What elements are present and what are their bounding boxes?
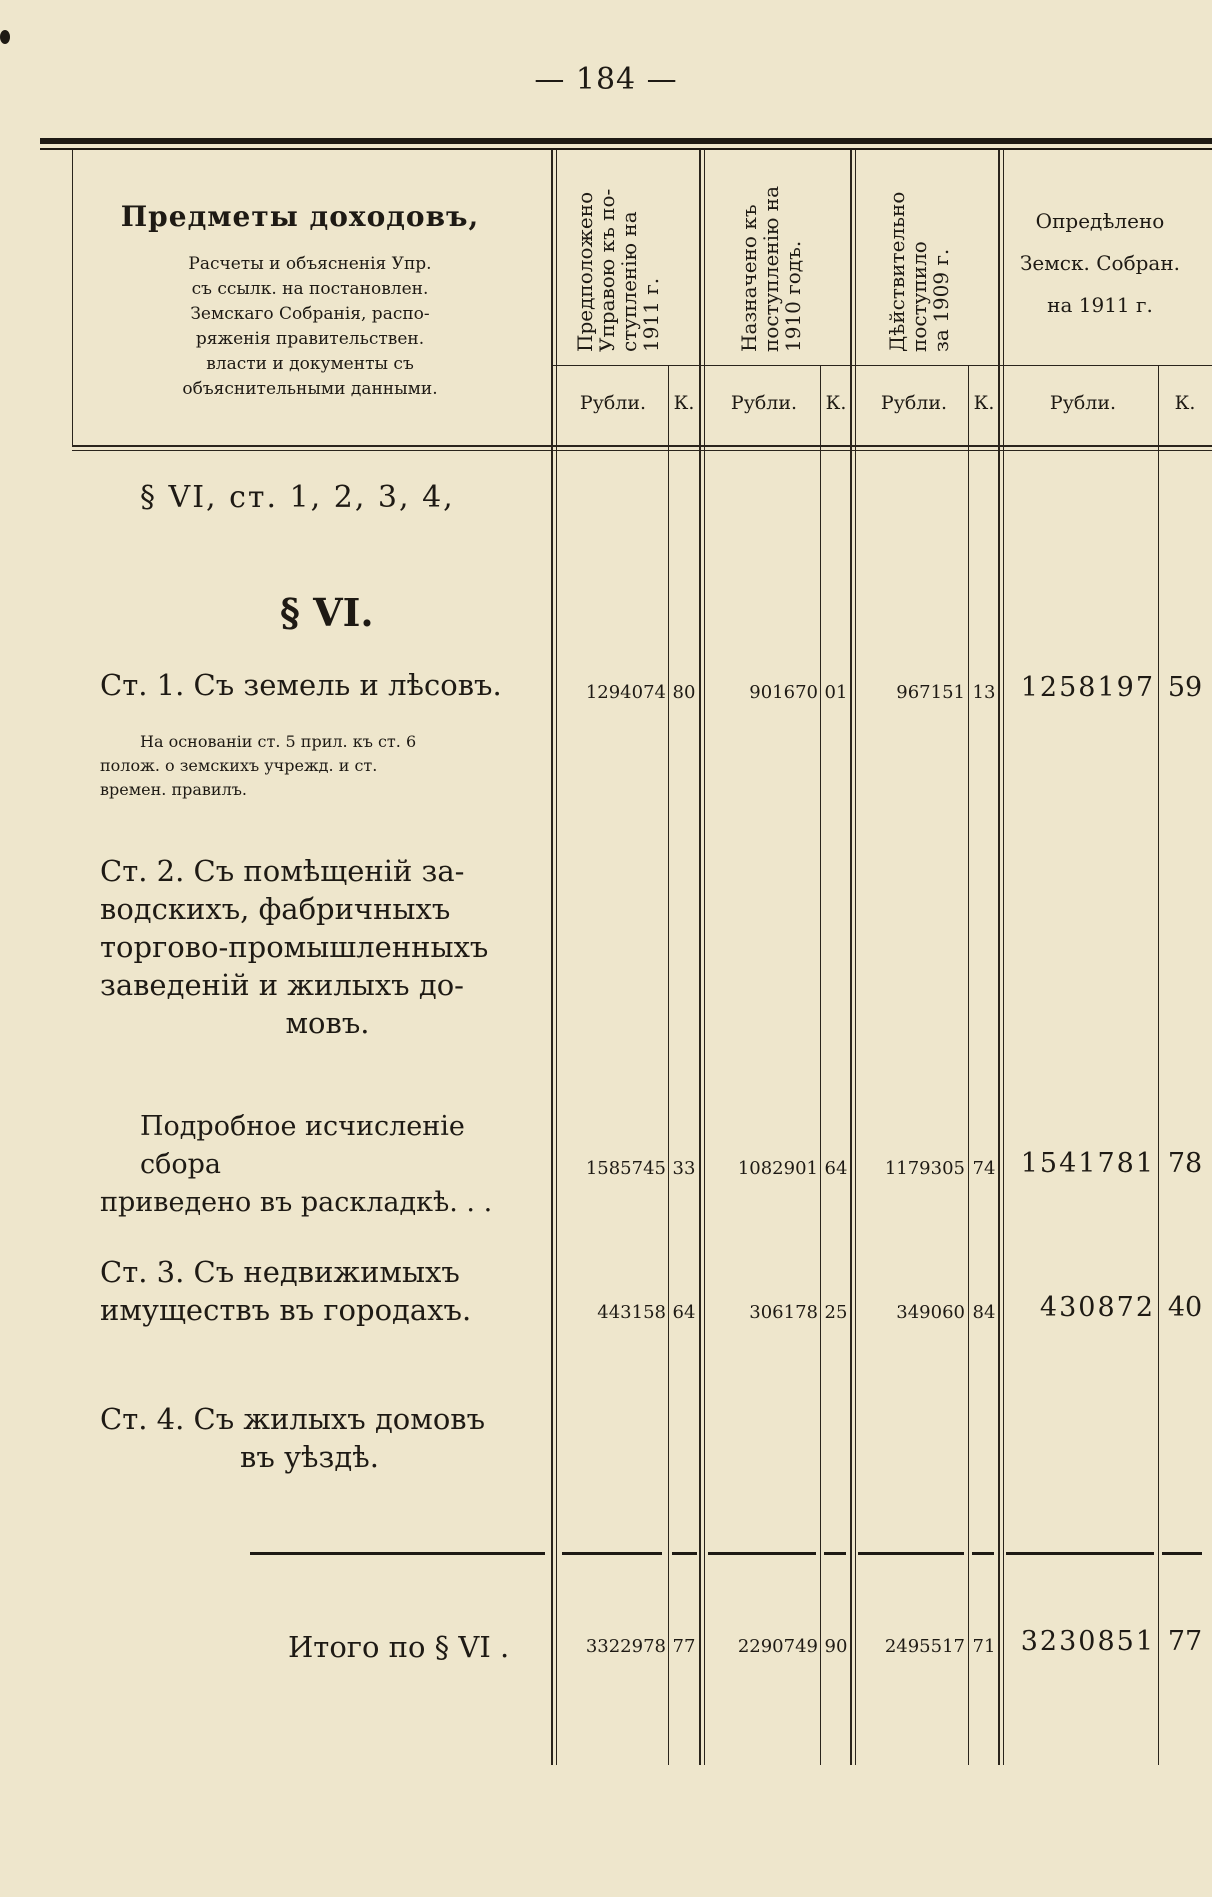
item-st4-title: Ст. 4. Съ жилыхъ домовъ въ уѣздѣ. [100, 1402, 486, 1474]
unit-rub: Рубли. [579, 392, 647, 414]
header-bottom-rule-thin [72, 450, 1212, 451]
unit-rub: Рубли. [730, 392, 798, 414]
cell-total-c4-kop: 77 [1167, 1626, 1203, 1657]
total-rule [972, 1552, 994, 1555]
cell-st1-c1-kop: 80 [672, 682, 696, 703]
cell-total-c1-rub: 3322978 [585, 1636, 666, 1657]
col-rule [850, 150, 852, 1765]
header-col-proposed: Предположено Управою къ по- ступленію на 1911 г. [573, 188, 663, 352]
cell-st3-c4-kop: 40 [1167, 1292, 1203, 1323]
total-rule [1162, 1552, 1202, 1555]
item-st1-title: Ст. 1. Съ земель и лѣсовъ. [100, 668, 502, 702]
cell-total-c2-rub: 2290749 [737, 1636, 818, 1657]
cell-st1-c2-kop: 01 [824, 682, 848, 703]
unit-rub: Рубли. [1049, 392, 1117, 414]
cell-st2-c2-kop: 64 [824, 1158, 848, 1179]
total-rule [708, 1552, 816, 1555]
ink-dot [0, 30, 10, 44]
col-rule [1003, 150, 1004, 1765]
cell-st3-c3-kop: 84 [972, 1302, 996, 1323]
cell-total-c3-kop: 71 [972, 1636, 996, 1657]
unit-kop: К. [673, 392, 695, 414]
cell-total-c2-kop: 90 [824, 1636, 848, 1657]
col-rule [998, 150, 1000, 1765]
cell-st2-c2-rub: 1082901 [737, 1158, 818, 1179]
total-rule [858, 1552, 964, 1555]
cell-total-c4-rub: 3230851 [1020, 1626, 1155, 1657]
total-rule [1006, 1552, 1154, 1555]
cell-st2-c4-kop: 78 [1167, 1148, 1203, 1179]
cell-st1-c4-rub: 1258197 [1020, 672, 1155, 703]
header-subrule [551, 365, 1212, 366]
item-st1-note: На основаніи ст. 5 прил. къ ст. 6 полож. о земскихъ учрежд. и ст. времен. правилъ. [100, 732, 417, 799]
header-description: Расчеты и объясненія Упр. съ ссылк. на постановлен. Земскаго Собранія, распо- ряженія правительствен. власти и документы съ объяснительными данными. [182, 254, 438, 399]
top-rule-thin [40, 148, 1212, 150]
cell-st2-c1-kop: 33 [672, 1158, 696, 1179]
cell-st3-c2-kop: 25 [824, 1302, 848, 1323]
top-rule [40, 138, 1212, 144]
col-rule [72, 150, 73, 446]
cell-st2-c3-kop: 74 [972, 1158, 996, 1179]
col-rule [1158, 365, 1159, 1765]
cell-st2-c1-rub: 1585745 [585, 1158, 666, 1179]
unit-kop: К. [825, 392, 847, 414]
cell-st3-c1-rub: 443158 [597, 1302, 666, 1323]
total-rule [824, 1552, 846, 1555]
cell-st2-c3-rub: 1179305 [884, 1158, 965, 1179]
header-col-determined: Опредѣлено Земск. Собран. на 1911 г. [1019, 209, 1181, 317]
header-col-actual: Дѣйствительно поступило за 1909 г. [885, 191, 953, 352]
header-title: Предметы доходовъ, [120, 200, 480, 233]
total-rule [250, 1552, 545, 1555]
cell-st3-c2-rub: 306178 [749, 1302, 818, 1323]
unit-kop: К. [1174, 392, 1196, 414]
unit-kop: К. [973, 392, 995, 414]
item-st3-title: Ст. 3. Съ недвижимыхъ имуществъ въ городахъ. [100, 1255, 472, 1327]
cell-total-c1-kop: 77 [672, 1636, 696, 1657]
cell-st3-c3-rub: 349060 [896, 1302, 965, 1323]
col-rule [668, 365, 669, 1765]
cell-total-c3-rub: 2495517 [884, 1636, 965, 1657]
total-rule [562, 1552, 662, 1555]
cell-st1-c4-kop: 59 [1167, 672, 1203, 703]
cell-st3-c4-rub: 430872 [1039, 1292, 1155, 1323]
total-rule [672, 1552, 697, 1555]
cell-st1-c1-rub: 1294074 [585, 682, 666, 703]
total-label: Итого по § VI . [288, 1630, 510, 1664]
page-number: — 184 — [534, 62, 678, 97]
unit-rub: Рубли. [880, 392, 948, 414]
cell-st1-c3-kop: 13 [972, 682, 996, 703]
cell-st1-c3-rub: 967151 [896, 682, 965, 703]
col-rule [551, 150, 553, 1765]
section-heading: § VI. [280, 590, 374, 635]
cell-st3-c1-kop: 64 [672, 1302, 696, 1323]
col-rule [855, 150, 856, 1765]
col-rule [704, 150, 705, 1765]
col-rule [556, 150, 557, 1765]
section-label: § VI, ст. 1, 2, 3, 4, [140, 480, 455, 515]
col-rule [968, 365, 969, 1765]
header-bottom-rule [72, 445, 1212, 447]
col-rule [820, 365, 821, 1765]
header-col-assigned: Назначено къ поступленію на 1910 годъ. [737, 185, 805, 352]
cell-st1-c2-rub: 901670 [749, 682, 818, 703]
item-st2-title: Ст. 2. Съ помѣщеній за- водскихъ, фабричныхъ торгово-промышленныхъ заведеній и жилыхъ до- мовъ. [100, 854, 489, 1040]
col-rule [699, 150, 701, 1765]
item-st2-note: Подробное исчисленіе сбора приведено въ раскладкѣ. . . [100, 1111, 493, 1218]
cell-st2-c4-rub: 1541781 [1020, 1148, 1155, 1179]
